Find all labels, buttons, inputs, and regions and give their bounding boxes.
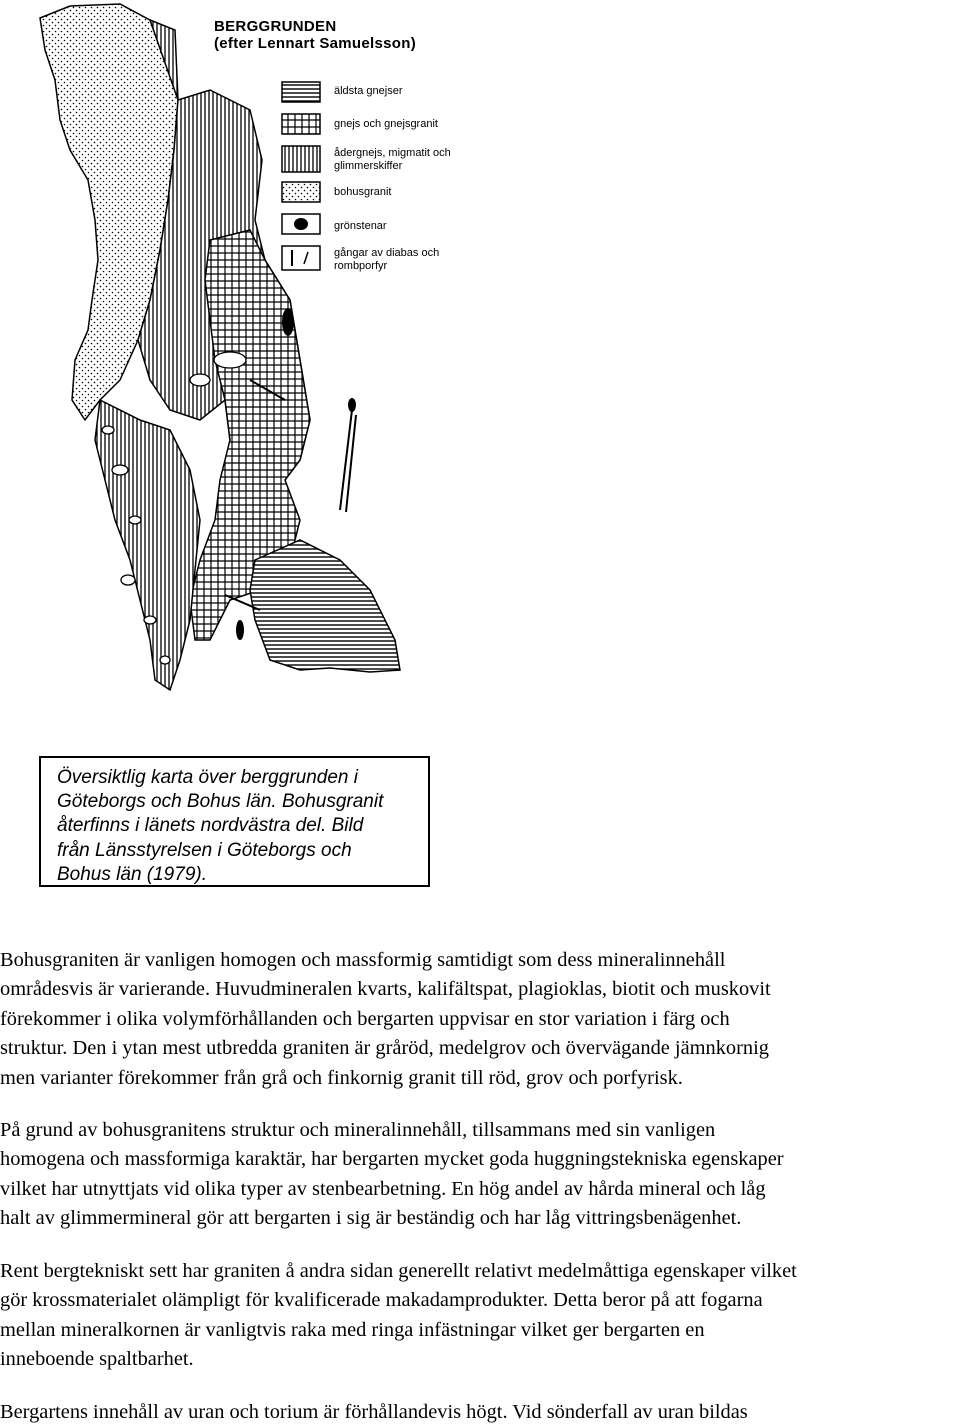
legend-label-bohusgranit: bohusgranit: [334, 186, 392, 198]
legend-swatch-horizontal-lines: [282, 82, 320, 102]
paragraph-line: gör krossmaterialet olämpligt för kvalificerade makadamprodukter. Detta beror på att fogarna: [0, 1289, 763, 1312]
legend-swatch-dikes: [282, 246, 320, 270]
caption-line: från Länsstyrelsen i Göteborgs och: [57, 839, 352, 861]
legend-label-adergnejs-1: ådergnejs, migmatit och: [334, 147, 451, 159]
legend-label-dikes-1: gångar av diabas och: [334, 247, 440, 259]
figure-caption: [39, 756, 430, 887]
paragraph-rock-mechanics: [0, 1257, 960, 1375]
caption-line: Bohus län (1979).: [57, 863, 207, 885]
paragraph-line: förekommer i olika volymförhållanden och bergarten uppvisar en stor variation i färg och: [0, 1007, 730, 1030]
paragraph-line: struktur. Den i ytan mest utbredda graniten är gråröd, medelgrov och övervägande jämnkornig: [0, 1037, 769, 1060]
legend-label-gronstenar: grönstenar: [334, 220, 387, 232]
geology-map: [0, 0, 960, 700]
caption-line: Göteborgs och Bohus län. Bohusgranit: [57, 791, 384, 813]
paragraph-line: På grund av bohusgranitens struktur och mineralinnehåll, tillsammans med sin vanligen: [0, 1119, 716, 1141]
paragraph-line: halt av glimmermineral gör att bergarten i sig är beständig och har låg vittringsbenägenhet.: [0, 1207, 742, 1230]
paragraph-line: inneboende spaltbarhet.: [0, 1348, 194, 1371]
paragraph-mineral-content: [0, 946, 960, 1093]
legend-swatch-grid: [282, 114, 320, 134]
legend-swatch-vertical-lines: [282, 146, 320, 172]
legend-label-gnejs: gnejs och gnejsgranit: [334, 118, 438, 130]
caption-line: Översiktlig karta över berggrunden i: [57, 767, 358, 788]
paragraph-uranium: [0, 1398, 960, 1427]
map-legend-swatches: [0, 0, 960, 700]
legend-label-adergnejs-2: glimmerskiffer: [334, 160, 403, 172]
legend-label-aldsta-gnejser: äldsta gnejser: [334, 85, 403, 97]
paragraph-structure: [0, 1116, 960, 1234]
legend-swatch-stipple: [282, 182, 320, 202]
paragraph-line: områdesvis är varierande. Huvudmineralen kvarts, kalifältspat, plagioklas, biotit och muskovit: [0, 978, 771, 1001]
map-title: BERGGRUNDEN: [214, 18, 337, 35]
paragraph-line: homogena och massformiga karaktär, har bergarten mycket goda huggningstekniska egenskaper: [0, 1148, 784, 1171]
map-subtitle: (efter Lennart Samuelsson): [214, 35, 417, 52]
paragraph-line: Bergartens innehåll av uran och torium är förhållandevis högt. Vid sönderfall av uran bildas: [0, 1401, 748, 1423]
caption-line: återfinns i länets nordvästra del. Bild: [57, 815, 364, 837]
legend-label-dikes-2: rombporfyr: [334, 260, 388, 272]
paragraph-line: Bohusgraniten är vanligen homogen och massformig samtidigt som dess mineralinnehåll: [0, 949, 726, 971]
paragraph-line: Rent bergtekniskt sett har graniten å andra sidan generellt relativt medelmåttiga egenskaper vilket: [0, 1260, 797, 1282]
paragraph-line: vilket har utnyttjats vid olika typer av stenbearbetning. En hög andel av hårda mineral och låg: [0, 1177, 766, 1200]
paragraph-line: mellan mineralkornen är vanligtvis raka med ringa infästningar vilket ger bergarten en: [0, 1318, 705, 1341]
paragraph-line: men varianter förekommer från grå och finkornig granit till röd, grov och porfyrisk.: [0, 1066, 683, 1089]
